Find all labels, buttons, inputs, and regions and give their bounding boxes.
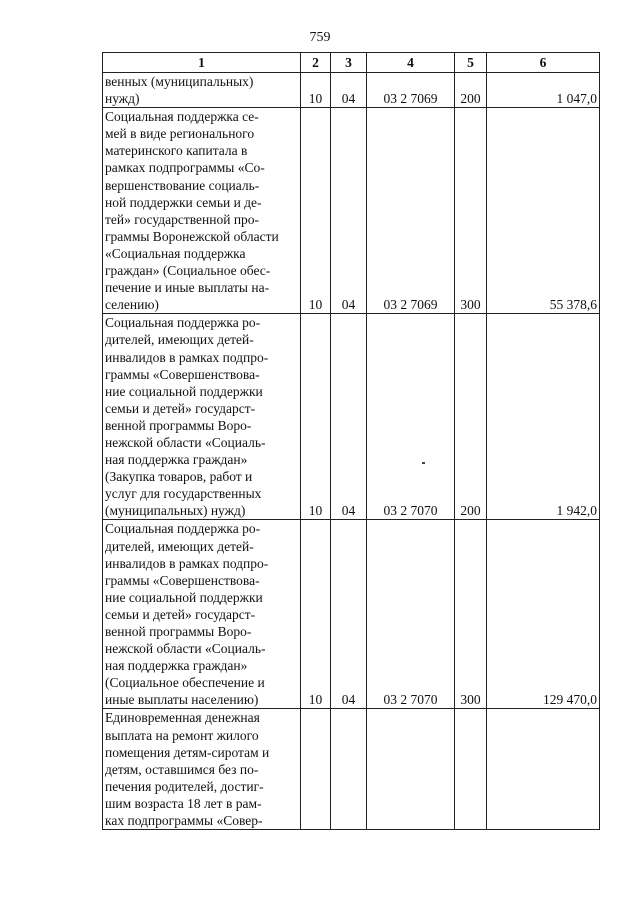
row-section-code: [301, 709, 331, 830]
row-subsection-code: 04: [331, 73, 367, 108]
column-header: 4: [367, 53, 455, 73]
row-subsection-code: [331, 709, 367, 830]
row-description: Социальная поддержка ро- дителей, имеющих детей- инвалидов в рамках подпро- граммы «Совершенствова- ние социальной поддержки семьи и детей» государст- венной программы Воро- нежской области «Социаль- ная поддержка граждан» (Социальное обеспечение и иные выплаты населению): [103, 520, 301, 709]
row-section-code: 10: [301, 520, 331, 709]
row-section-code: 10: [301, 73, 331, 108]
row-subsection-code: 04: [331, 314, 367, 520]
row-target-article: 03 2 7069: [367, 108, 455, 314]
row-section-code: 10: [301, 108, 331, 314]
page-number: 759: [309, 30, 331, 45]
table-header-row: [103, 53, 600, 73]
scan-speck: [422, 462, 425, 464]
row-target-article: [367, 709, 455, 830]
row-amount: 55 378,6: [487, 108, 600, 314]
row-subsection-code: 04: [331, 108, 367, 314]
row-description: венных (муниципальных) нужд): [103, 73, 301, 108]
row-description: Единовременная денежная выплата на ремонт жилого помещения детям-сиротам и детям, оставшимся без по- печения родителей, достиг- шим возраста 18 лет в рам- ках подпрограммы «Совер-: [103, 709, 301, 830]
row-expense-type: 200: [455, 73, 487, 108]
table-row: [103, 520, 600, 709]
column-header: 6: [487, 53, 600, 73]
table-row: [103, 73, 600, 108]
row-amount: 1 047,0: [487, 73, 600, 108]
table-row: [103, 709, 600, 830]
row-target-article: 03 2 7070: [367, 520, 455, 709]
row-subsection-code: 04: [331, 520, 367, 709]
row-expense-type: 200: [455, 314, 487, 520]
budget-table: [102, 52, 600, 830]
row-expense-type: [455, 709, 487, 830]
row-amount: 129 470,0: [487, 520, 600, 709]
column-header: 2: [301, 53, 331, 73]
row-target-article: 03 2 7069: [367, 73, 455, 108]
table-row: [103, 108, 600, 314]
row-target-article: 03 2 7070: [367, 314, 455, 520]
column-header: 5: [455, 53, 487, 73]
row-expense-type: 300: [455, 520, 487, 709]
row-section-code: 10: [301, 314, 331, 520]
row-amount: 1 942,0: [487, 314, 600, 520]
table-row: [103, 314, 600, 520]
row-description: Социальная поддержка ро- дителей, имеющих детей- инвалидов в рамках подпро- граммы «Совершенствова- ние социальной поддержки семьи и детей» государст- венной программы Воро- нежской области «Социаль- ная поддержка граждан» (Закупка товаров, работ и услуг для государственных (муниципальных) нужд): [103, 314, 301, 520]
row-amount: [487, 709, 600, 830]
row-expense-type: 300: [455, 108, 487, 314]
row-description: Социальная поддержка се- мей в виде регионального материнского капитала в рамках подпрограммы «Со- вершенствование социаль- ной поддержки семьи и де- тей» государственной про- граммы Воронежской области «Социальная поддержка граждан» (Социальное обес- печение и иные выплаты на- селению): [103, 108, 301, 314]
column-header: 3: [331, 53, 367, 73]
column-header: 1: [103, 53, 301, 73]
